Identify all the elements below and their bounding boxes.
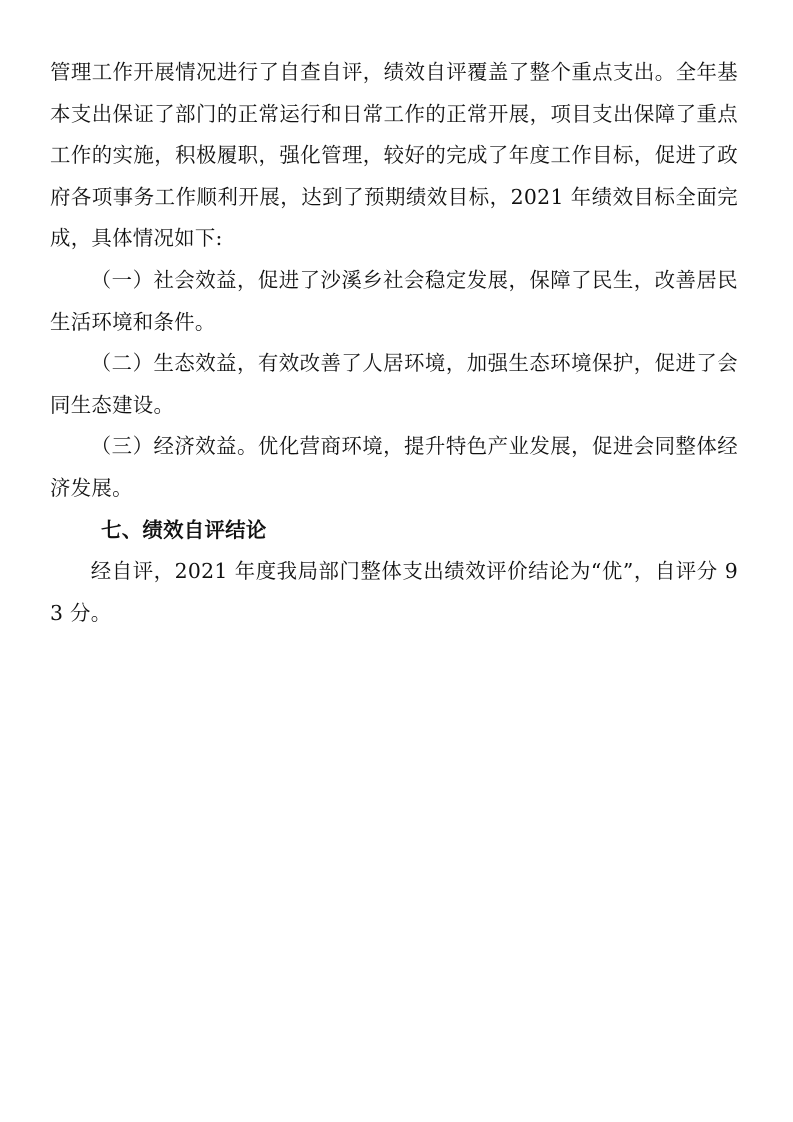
- section-heading: 七、绩效自评结论: [101, 517, 267, 542]
- conclusion-paragraph: 经自评，2021 年度我局部门整体支出绩效评价结论为“优”，自评分 93 分。: [50, 559, 738, 625]
- document-body: [50, 52, 738, 634]
- summary-paragraph: 管理工作开展情况进行了自查自评，绩效自评覆盖了整个重点支出。全年基本支出保证了部门的正常运行和日常工作的正常开展，项目支出保障了重点工作的实施，积极履职，强化管理，较好的完成了年度工作目标，促进了政府各项事务工作顺利开展，达到了预期绩效目标，2021 年绩效目标全面完成，具体情况如下:: [50, 60, 738, 251]
- ecological-benefit-paragraph: （二）生态效益，有效改善了人居环境，加强生态环境保护，促进了会同生态建设。: [50, 351, 738, 417]
- social-benefit-paragraph: （一）社会效益，促进了沙溪乡社会稳定发展，保障了民生，改善居民生活环境和条件。: [50, 267, 738, 334]
- economic-benefit-paragraph: （三）经济效益。优化营商环境，提升特色产业发展，促进会同整体经济发展。: [50, 434, 738, 500]
